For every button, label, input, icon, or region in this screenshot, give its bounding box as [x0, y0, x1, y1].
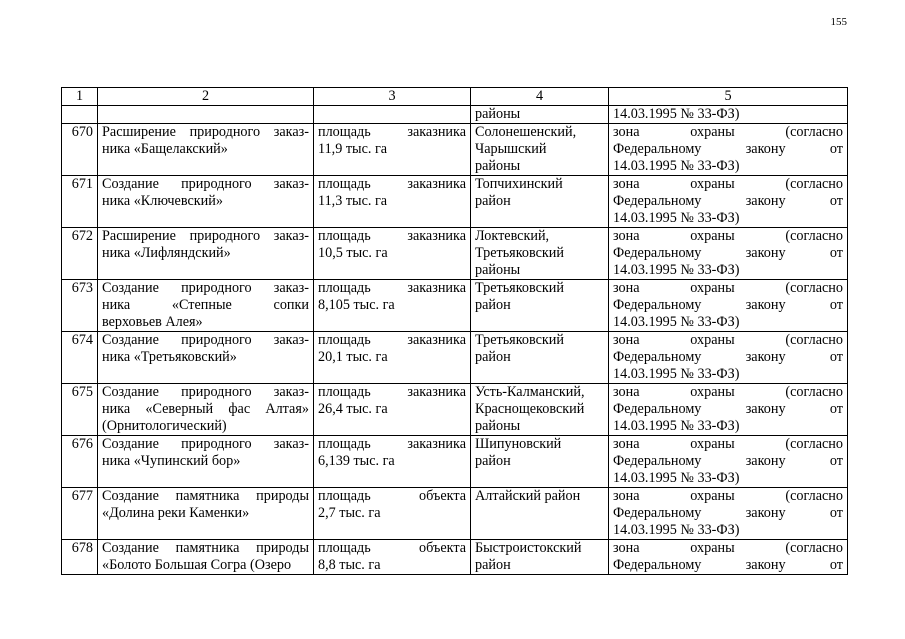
cell-line: Создание природного заказ- — [102, 332, 309, 348]
table-cell — [314, 124, 471, 176]
cell-line: Федеральному закону от — [613, 349, 843, 365]
table-row — [62, 384, 848, 436]
cell-line: ника «Бащелакский» — [102, 141, 228, 157]
cell-line: ника «Чупинский бор» — [102, 453, 241, 469]
cell-line: 14.03.1995 № 33-ФЗ) — [613, 418, 740, 434]
cell-line: зона охраны (согласно — [613, 176, 843, 192]
cell-line: районы — [475, 418, 521, 434]
table-row — [62, 436, 848, 488]
table-cell — [98, 436, 314, 488]
table-cell — [609, 436, 848, 488]
table-cell — [471, 384, 609, 436]
table-cell — [98, 176, 314, 228]
cell-line: зона охраны (согласно — [613, 436, 843, 452]
cell-line: площадь заказника — [318, 176, 466, 192]
table-cell: 14.03.1995 № 33-ФЗ) — [609, 106, 848, 124]
page-number: 155 — [830, 16, 847, 28]
cell-line: площадь заказника — [318, 280, 466, 296]
table-cell — [471, 176, 609, 228]
cell-line: ника «Северный фас Алтая» — [102, 401, 309, 417]
continuation-row — [62, 106, 848, 124]
table-cell — [98, 384, 314, 436]
cell-line: площадь объекта — [318, 540, 466, 556]
cell-line: Федеральному закону от — [613, 193, 843, 209]
cell-line: «Болото Большая Согра (Озеро — [102, 557, 292, 573]
table-cell — [98, 280, 314, 332]
zones-table — [61, 87, 848, 575]
table-cell — [98, 332, 314, 384]
row-number: 675 — [62, 384, 98, 436]
cell-line: 2,7 тыс. га — [318, 505, 381, 521]
table-cell — [314, 384, 471, 436]
row-number: 671 — [62, 176, 98, 228]
cell-line: район — [475, 453, 511, 469]
table-cell — [98, 124, 314, 176]
table-cell — [98, 540, 314, 575]
table-cell — [314, 228, 471, 280]
cell-line: Усть-Калманский, — [475, 384, 585, 400]
table-cell — [609, 384, 848, 436]
table-row — [62, 332, 848, 384]
cell-line: Федеральному закону от — [613, 297, 843, 313]
cell-line: 26,4 тыс. га — [318, 401, 388, 417]
cell-line: Солонешенский, — [475, 124, 577, 140]
cell-line: 6,139 тыс. га — [318, 453, 395, 469]
table-cell — [609, 176, 848, 228]
cell-line: площадь объекта — [318, 488, 466, 504]
table-cell: районы — [471, 106, 609, 124]
cell-line: Создание памятника природы — [102, 540, 309, 556]
cell-line: площадь заказника — [318, 124, 466, 140]
table-cell — [314, 176, 471, 228]
table-cell — [314, 488, 471, 540]
cell-line: Краснощековский — [475, 401, 585, 417]
cell-line: зона охраны (согласно — [613, 540, 843, 556]
row-number: 676 — [62, 436, 98, 488]
cell-line: Третьяковский — [475, 245, 564, 261]
cell-line: Федеральному закону от — [613, 141, 843, 157]
cell-line: 14.03.1995 № 33-ФЗ) — [613, 314, 740, 330]
cell-line: 14.03.1995 № 33-ФЗ) — [613, 522, 740, 538]
cell-line: площадь заказника — [318, 436, 466, 452]
cell-line: Федеральному закону от — [613, 245, 843, 261]
column-header: 1 — [62, 88, 98, 106]
table-cell — [98, 488, 314, 540]
cell-line: Чарышский — [475, 141, 547, 157]
table-cell — [609, 540, 848, 575]
table-row — [62, 124, 848, 176]
cell-line: район — [475, 557, 511, 573]
cell-line: 10,5 тыс. га — [318, 245, 388, 261]
cell-line: Расширение природного заказ- — [102, 124, 309, 140]
cell-line: ника «Ключевский» — [102, 193, 223, 209]
cell-line: верховьев Алея» — [102, 314, 203, 330]
cell-line: 14.03.1995 № 33-ФЗ) — [613, 262, 740, 278]
table-row — [62, 176, 848, 228]
row-number: 677 — [62, 488, 98, 540]
cell-line: Создание природного заказ- — [102, 280, 309, 296]
cell-line: 14.03.1995 № 33-ФЗ) — [613, 158, 740, 174]
cell-line: зона охраны (согласно — [613, 384, 843, 400]
cell-line: 14.03.1995 № 33-ФЗ) — [613, 210, 740, 226]
cell-line: район — [475, 349, 511, 365]
table-cell — [471, 124, 609, 176]
table-cell — [314, 280, 471, 332]
cell-line: Шипуновский — [475, 436, 562, 452]
cell-line: Создание природного заказ- — [102, 384, 309, 400]
cell-line: 14.03.1995 № 33-ФЗ) — [613, 366, 740, 382]
row-number: 674 — [62, 332, 98, 384]
cell-line: 8,8 тыс. га — [318, 557, 381, 573]
cell-line: районы — [475, 262, 521, 278]
column-header: 3 — [314, 88, 471, 106]
table-cell — [314, 436, 471, 488]
table-cell — [471, 488, 609, 540]
cell-line: Расширение природного заказ- — [102, 228, 309, 244]
cell-line: Локтевский, — [475, 228, 550, 244]
cell-line: Третьяковский — [475, 280, 564, 296]
cell-line: Федеральному закону от — [613, 557, 843, 573]
table-cell — [471, 332, 609, 384]
table-cell — [471, 436, 609, 488]
cell-line: 20,1 тыс. га — [318, 349, 388, 365]
table-cell — [609, 332, 848, 384]
cell-line: районы — [475, 158, 521, 174]
cell-line: Федеральному закону от — [613, 453, 843, 469]
table-row — [62, 488, 848, 540]
cell-line: площадь заказника — [318, 332, 466, 348]
table-header-row — [62, 88, 848, 106]
table-cell — [471, 280, 609, 332]
cell-line: 11,3 тыс. га — [318, 193, 388, 209]
table-cell — [609, 280, 848, 332]
table-cell — [609, 488, 848, 540]
table-cell — [471, 540, 609, 575]
row-number: 672 — [62, 228, 98, 280]
table-cell — [314, 332, 471, 384]
row-number: 678 — [62, 540, 98, 575]
column-header: 2 — [98, 88, 314, 106]
cell-line: зона охраны (согласно — [613, 488, 843, 504]
cell-line: 11,9 тыс. га — [318, 141, 388, 157]
cell-line: ника «Степные сопки — [102, 297, 309, 313]
cell-line: ника «Лифляндский» — [102, 245, 231, 261]
row-number: 673 — [62, 280, 98, 332]
table-cell — [609, 124, 848, 176]
cell-line: площадь заказника — [318, 384, 466, 400]
row-number: 670 — [62, 124, 98, 176]
cell-line: Топчихинский — [475, 176, 563, 192]
cell-line: «Долина реки Каменки» — [102, 505, 250, 521]
cell-line: Создание памятника природы — [102, 488, 309, 504]
cell-line: район — [475, 193, 511, 209]
table-cell — [314, 540, 471, 575]
cell-line: Создание природного заказ- — [102, 436, 309, 452]
cell-line: площадь заказника — [318, 228, 466, 244]
cell-line: (Орнитологический) — [102, 418, 227, 434]
cell-line: Федеральному закону от — [613, 401, 843, 417]
table-cell — [471, 228, 609, 280]
table-row — [62, 280, 848, 332]
column-header: 4 — [471, 88, 609, 106]
cell-line: 8,105 тыс. га — [318, 297, 395, 313]
cell-line: Федеральному закону от — [613, 505, 843, 521]
cell-line: зона охраны (согласно — [613, 228, 843, 244]
cell-line: 14.03.1995 № 33-ФЗ) — [613, 470, 740, 486]
table-row — [62, 228, 848, 280]
column-header: 5 — [609, 88, 848, 106]
cell-line: Создание природного заказ- — [102, 176, 309, 192]
table-cell — [609, 228, 848, 280]
cell-line: ника «Третьяковский» — [102, 349, 237, 365]
cell-line: район — [475, 297, 511, 313]
cell-line: зона охраны (согласно — [613, 124, 843, 140]
cell-line: Алтайский район — [475, 488, 581, 504]
cell-line: Быстроистокский — [475, 540, 582, 556]
cell-line: Третьяковский — [475, 332, 564, 348]
cell-line: зона охраны (согласно — [613, 332, 843, 348]
cell-line: зона охраны (согласно — [613, 280, 843, 296]
table-row — [62, 540, 848, 575]
table-cell — [98, 228, 314, 280]
